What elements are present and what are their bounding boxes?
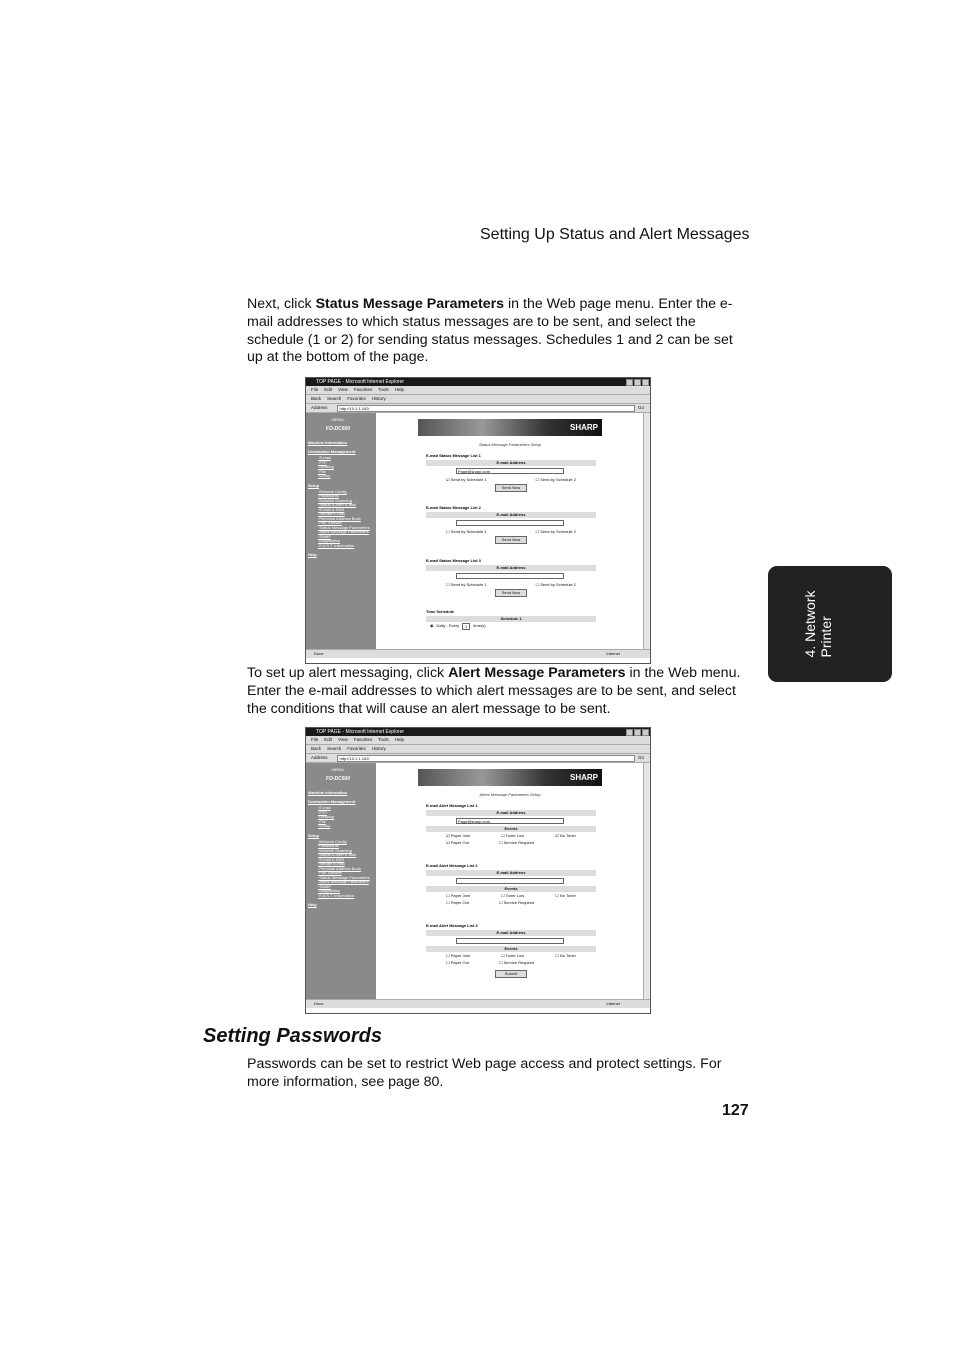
column-header: E-mail Address — [426, 810, 596, 816]
para1-bold: Status Message Parameters — [315, 296, 505, 312]
menu-view[interactable]: View — [338, 737, 348, 742]
email-field[interactable] — [456, 520, 564, 526]
menu-help[interactable]: Help — [394, 737, 405, 742]
checkbox-label: Paper Out — [450, 900, 469, 905]
checkbox-label: Service Required — [503, 840, 535, 845]
sidebar-item[interactable]: · Status & Alert E-mail — [318, 503, 376, 508]
page-title: Status Message Parameters Setup — [478, 442, 542, 447]
checkbox-label: Paper Jam — [450, 833, 471, 838]
setup-list — [318, 840, 376, 899]
column-header: E-mail Address — [426, 930, 596, 936]
tab-line-1: 4. Network — [802, 590, 818, 658]
list-title: E-mail Status Message List 1 — [426, 453, 481, 458]
schedule1-checkbox[interactable]: ☐ Send by Schedule 1 — [446, 582, 487, 587]
sidebar-item[interactable]: · Network Config — [318, 840, 376, 845]
sidebar-item[interactable]: · Personal Address Book — [318, 867, 376, 872]
paper-jam-checkbox[interactable]: ☑ Paper Jam — [446, 833, 471, 838]
back-button[interactable]: Back — [311, 396, 322, 401]
paper-out-checkbox[interactable]: ☑ Paper Out — [446, 840, 469, 845]
sidebar-item[interactable]: · Group — [318, 824, 376, 829]
list-title: E-mail Status Message List 3 — [426, 558, 481, 563]
sidebar-item[interactable]: · F.A.S.T. Information — [318, 894, 376, 899]
status-bar — [306, 999, 650, 1008]
checkbox-label: No Toner — [559, 893, 576, 898]
sidebar-setup[interactable]: Setup — [308, 482, 320, 488]
list-title: E-mail Alert Message List 2 — [426, 863, 478, 868]
column-header: E-mail Address — [426, 565, 596, 571]
sidebar-item[interactable]: · Personal Address Book — [318, 517, 376, 522]
alert-screenshot — [305, 727, 651, 1014]
paragraph-alert-intro — [247, 665, 747, 718]
email-field[interactable]: Page@sharp.com — [456, 818, 564, 824]
sidebar-item[interactable]: · Fax Transfer — [318, 521, 376, 526]
back-button[interactable]: Back — [311, 746, 322, 751]
section-title: Setting Passwords — [203, 1025, 382, 1047]
sidebar-item[interactable]: · Group — [318, 474, 376, 479]
sidebar-item[interactable]: · File — [318, 820, 376, 825]
dest-list — [318, 456, 376, 479]
tab-line-2: Printer — [818, 616, 834, 658]
sidebar-destination[interactable]: Destination Management — [308, 449, 356, 454]
sidebar-item[interactable]: · Network Config — [318, 490, 376, 495]
service-checkbox[interactable]: ☐ Service Required — [498, 960, 535, 965]
column-header: E-mail Address — [426, 512, 596, 518]
service-checkbox[interactable]: ☐ Service Required — [498, 900, 535, 905]
para1-post: in the Web page menu. Enter the e-mail addresses to which status messages are to be sent, and select the schedule (1 or 2) for sending status messages. Schedules 1 and 2 can be set up at the bottom of the page. — [247, 296, 733, 366]
dest-list — [318, 806, 376, 829]
status-bar — [306, 649, 650, 658]
toolbar — [306, 395, 650, 404]
sidebar-machine-info[interactable]: Machine Information — [308, 790, 348, 795]
sidebar-menu-label: - MENU - — [329, 417, 347, 422]
paper-out-checkbox[interactable]: ☐ Paper Out — [446, 960, 469, 965]
sidebar-item[interactable]: · Passwords — [318, 494, 376, 499]
sidebar-item[interactable]: · Network Scanning — [318, 849, 376, 854]
sidebar-item[interactable]: · Desktop — [318, 815, 376, 820]
email-field[interactable]: Page@sharp.com — [456, 468, 564, 474]
sharp-logo: SHARP — [569, 423, 598, 432]
menu-tools[interactable]: Tools — [378, 387, 389, 392]
email-field[interactable] — [456, 938, 564, 944]
search-button[interactable]: Search — [327, 396, 342, 401]
close-icon[interactable] — [642, 379, 649, 386]
daily-label: Daily - Every — [436, 623, 460, 628]
menu-bar — [306, 386, 650, 395]
sidebar-item[interactable]: · Status Message Parameters — [318, 876, 376, 881]
menu-view[interactable]: View — [338, 387, 348, 392]
address-bar — [306, 404, 650, 413]
service-checkbox[interactable]: ☐ Service Required — [498, 840, 535, 845]
schedule1-checkbox[interactable]: ☑ Send by Schedule 1 — [446, 477, 487, 482]
column-header: E-mail Address — [426, 870, 596, 876]
window-titlebar — [306, 378, 650, 386]
alert-list-2 — [426, 863, 596, 906]
sidebar-item[interactable]: · E-mail & DNS — [318, 508, 376, 513]
list-title: Time Schedule — [426, 609, 455, 614]
setup-list — [318, 490, 376, 549]
menu-help[interactable]: Help — [394, 387, 405, 392]
events-header: Events — [426, 826, 596, 832]
checkbox-label: Send by Schedule 2 — [540, 582, 576, 587]
schedule2-checkbox[interactable]: ☐ Send by Schedule 2 — [535, 477, 576, 482]
sidebar — [306, 413, 376, 649]
checkbox-label: No Toner — [559, 833, 576, 838]
paper-jam-checkbox[interactable]: ☐ Paper Jam — [446, 893, 471, 898]
sidebar-item[interactable]: · File — [318, 470, 376, 475]
sidebar-machine-info[interactable]: Machine Information — [308, 440, 348, 445]
sharp-logo: SHARP — [569, 773, 598, 782]
status-done: Done — [314, 1001, 324, 1006]
sidebar-setup[interactable]: Setup — [308, 832, 320, 838]
send-now-button[interactable]: Send Now — [495, 484, 527, 492]
chapter-tab — [768, 566, 892, 682]
email-field[interactable] — [456, 573, 564, 579]
checkbox-label: Send by Schedule 1 — [450, 582, 487, 587]
paragraph-status-intro — [247, 296, 747, 367]
sidebar-item[interactable]: · Diagnostics — [318, 889, 376, 894]
sidebar — [306, 763, 376, 999]
page-title: Alerts Message Parameters Setup — [479, 792, 541, 797]
list-title: E-mail Alert Message List 1 — [426, 803, 478, 808]
events-header: Events — [426, 886, 596, 892]
favorites-button[interactable]: Favorites — [347, 746, 366, 751]
sidebar-item[interactable]: · Sender E-mail — [318, 512, 376, 517]
events-header: Events — [426, 946, 596, 952]
running-header: Setting Up Status and Alert Messages — [480, 226, 750, 243]
sidebar-item[interactable]: · E-mail — [318, 456, 376, 461]
menu-edit[interactable]: Edit — [324, 737, 333, 742]
sidebar-item[interactable]: · FTP — [318, 461, 376, 466]
status-zone: Internet — [606, 651, 620, 656]
time-schedule — [426, 609, 596, 631]
checkbox-label: Send by Schedule 1 — [450, 477, 487, 482]
sharp-banner — [418, 769, 602, 786]
checkbox-label: Paper Jam — [450, 953, 471, 958]
window-title: TOP PAGE - Microsoft Internet Explorer — [316, 729, 405, 735]
checkbox-label: Send by Schedule 2 — [540, 529, 576, 534]
paper-jam-checkbox[interactable]: ☐ Paper Jam — [446, 953, 471, 958]
page-number: 127 — [722, 1102, 749, 1119]
para2-bold: Alert Message Parameters — [448, 665, 626, 681]
menu-tools[interactable]: Tools — [378, 737, 389, 742]
paper-out-checkbox[interactable]: ☐ Paper Out — [446, 900, 469, 905]
schedule2-checkbox[interactable]: ☐ Send by Schedule 2 — [535, 529, 576, 534]
sidebar-item[interactable]: · E-mail & DNS — [318, 858, 376, 863]
checkbox-label: Toner Low — [505, 893, 525, 898]
send-now-button[interactable]: Send Now — [495, 589, 527, 597]
status-screenshot — [305, 377, 651, 664]
menu-file[interactable]: File — [311, 737, 319, 742]
sidebar-item[interactable]: · Alerts Message Parameters — [318, 530, 376, 535]
sidebar-item[interactable]: · E-mail — [318, 806, 376, 811]
checkbox-label: Service Required — [503, 900, 535, 905]
close-icon[interactable] — [642, 729, 649, 736]
toner-low-checkbox[interactable]: ☐ Toner Low — [501, 833, 525, 838]
column-header: Schedule 1 — [426, 616, 596, 622]
daily-radio[interactable]: ◉ — [430, 623, 434, 628]
checkbox-label: Paper Jam — [450, 893, 471, 898]
sidebar-item[interactable]: · Status & Alert E-mail — [318, 853, 376, 858]
toolbar — [306, 745, 650, 754]
sidebar-item[interactable]: · FTP — [318, 811, 376, 816]
sidebar-item[interactable]: · Fax Transfer — [318, 871, 376, 876]
schedule2-checkbox[interactable]: ☐ Send by Schedule 2 — [535, 582, 576, 587]
status-done: Done — [314, 651, 324, 656]
go-button[interactable]: Go — [637, 755, 644, 760]
schedule1-checkbox[interactable]: ☐ Send by Schedule 1 — [446, 529, 487, 534]
address-label: Address — [311, 755, 328, 760]
history-button[interactable]: History — [371, 746, 386, 751]
window-title: TOP PAGE - Microsoft Internet Explorer — [316, 379, 405, 385]
toner-low-checkbox[interactable]: ☐ Toner Low — [501, 893, 525, 898]
checkbox-label: Paper Out — [450, 960, 469, 965]
sidebar-item[interactable]: · Diagnostics — [318, 539, 376, 544]
menu-bar — [306, 736, 650, 745]
go-button[interactable]: Go — [637, 405, 644, 410]
minimize-icon[interactable] — [626, 729, 633, 736]
toner-low-checkbox[interactable]: ☐ Toner Low — [501, 953, 525, 958]
status-list-3 — [426, 558, 596, 598]
sidebar-destination[interactable]: Destination Management — [308, 799, 356, 804]
list-title: E-mail Alert Message List 3 — [426, 923, 478, 928]
para2-post: in the Web menu. Enter the e-mail addresses to which alert messages are to be sent, and select the conditions that will cause an alert message to be sent. — [247, 665, 741, 717]
no-toner-checkbox[interactable]: ☐ No Toner — [555, 893, 576, 898]
column-header: E-mail Address — [426, 460, 596, 466]
sidebar-help[interactable]: Help — [308, 552, 317, 557]
no-toner-checkbox[interactable]: ☐ No Toner — [555, 953, 576, 958]
page-content — [306, 763, 650, 999]
sidebar-item[interactable]: · Alerts Message Parameters — [318, 880, 376, 885]
status-list-1 — [426, 453, 596, 493]
history-button[interactable]: History — [371, 396, 386, 401]
address-bar — [306, 754, 650, 763]
sidebar-item[interactable]: · SNMP — [318, 885, 376, 890]
menu-edit[interactable]: Edit — [324, 387, 333, 392]
sidebar-item[interactable]: · SNMP — [318, 535, 376, 540]
checkbox-label: No Toner — [559, 953, 576, 958]
checkbox-label: Toner Low — [505, 833, 525, 838]
checkbox-label: Service Required — [503, 960, 535, 965]
favorites-button[interactable]: Favorites — [347, 396, 366, 401]
vertical-scrollbar[interactable] — [643, 413, 650, 649]
every-select[interactable]: 1 — [462, 623, 470, 630]
units-label: time(s) — [473, 623, 486, 628]
checkbox-label: Toner Low — [505, 953, 525, 958]
checkbox-label: Paper Out — [450, 840, 469, 845]
window-titlebar — [306, 728, 650, 736]
maximize-icon[interactable] — [634, 379, 641, 386]
sidebar-item[interactable]: · F.A.S.T. Information — [318, 544, 376, 549]
menu-file[interactable]: File — [311, 387, 319, 392]
maximize-icon[interactable] — [634, 729, 641, 736]
sidebar-item[interactable]: · Status Message Parameters — [318, 526, 376, 531]
sharp-banner — [418, 419, 602, 436]
address-input[interactable]: http://10.1.1.162/ — [337, 755, 635, 762]
search-button[interactable]: Search — [327, 746, 342, 751]
chapter-tab-label — [802, 591, 834, 658]
sidebar-help[interactable]: Help — [308, 902, 317, 907]
sidebar-item[interactable]: · Sender E-mail — [318, 862, 376, 867]
sidebar-model: FO-DC600 — [325, 776, 351, 782]
submit-button[interactable]: Submit — [495, 970, 527, 978]
send-now-button[interactable]: Send Now — [495, 536, 527, 544]
sidebar-menu-label: - MENU - — [329, 767, 347, 772]
menu-favorites[interactable]: Favorites — [353, 387, 373, 392]
vertical-scrollbar[interactable] — [643, 763, 650, 999]
sidebar-item[interactable]: · Desktop — [318, 465, 376, 470]
page-content — [306, 413, 650, 649]
checkbox-label: Send by Schedule 1 — [450, 529, 487, 534]
menu-favorites[interactable]: Favorites — [353, 737, 373, 742]
status-zone: Internet — [606, 1001, 620, 1006]
address-label: Address — [311, 405, 328, 410]
para2-pre: To set up alert messaging, click — [247, 665, 449, 681]
paragraph-passwords: Passwords can be set to restrict Web page access and protect settings. For more information, see page 80. — [247, 1056, 722, 1090]
alert-list-3 — [426, 923, 596, 979]
status-list-2 — [426, 505, 596, 545]
minimize-icon[interactable] — [626, 379, 633, 386]
list-title: E-mail Status Message List 2 — [426, 505, 481, 510]
email-field[interactable] — [456, 878, 564, 884]
no-toner-checkbox[interactable]: ☑ No Toner — [555, 833, 576, 838]
checkbox-label: Send by Schedule 2 — [540, 477, 576, 482]
sidebar-item[interactable]: · Passwords — [318, 844, 376, 849]
sidebar-model: FO-DC600 — [325, 426, 351, 432]
para1-pre: Next, click — [247, 296, 316, 312]
sidebar-item[interactable]: · Network Scanning — [318, 499, 376, 504]
alert-list-1 — [426, 803, 596, 846]
address-input[interactable]: http://10.1.1.162/ — [337, 405, 635, 412]
